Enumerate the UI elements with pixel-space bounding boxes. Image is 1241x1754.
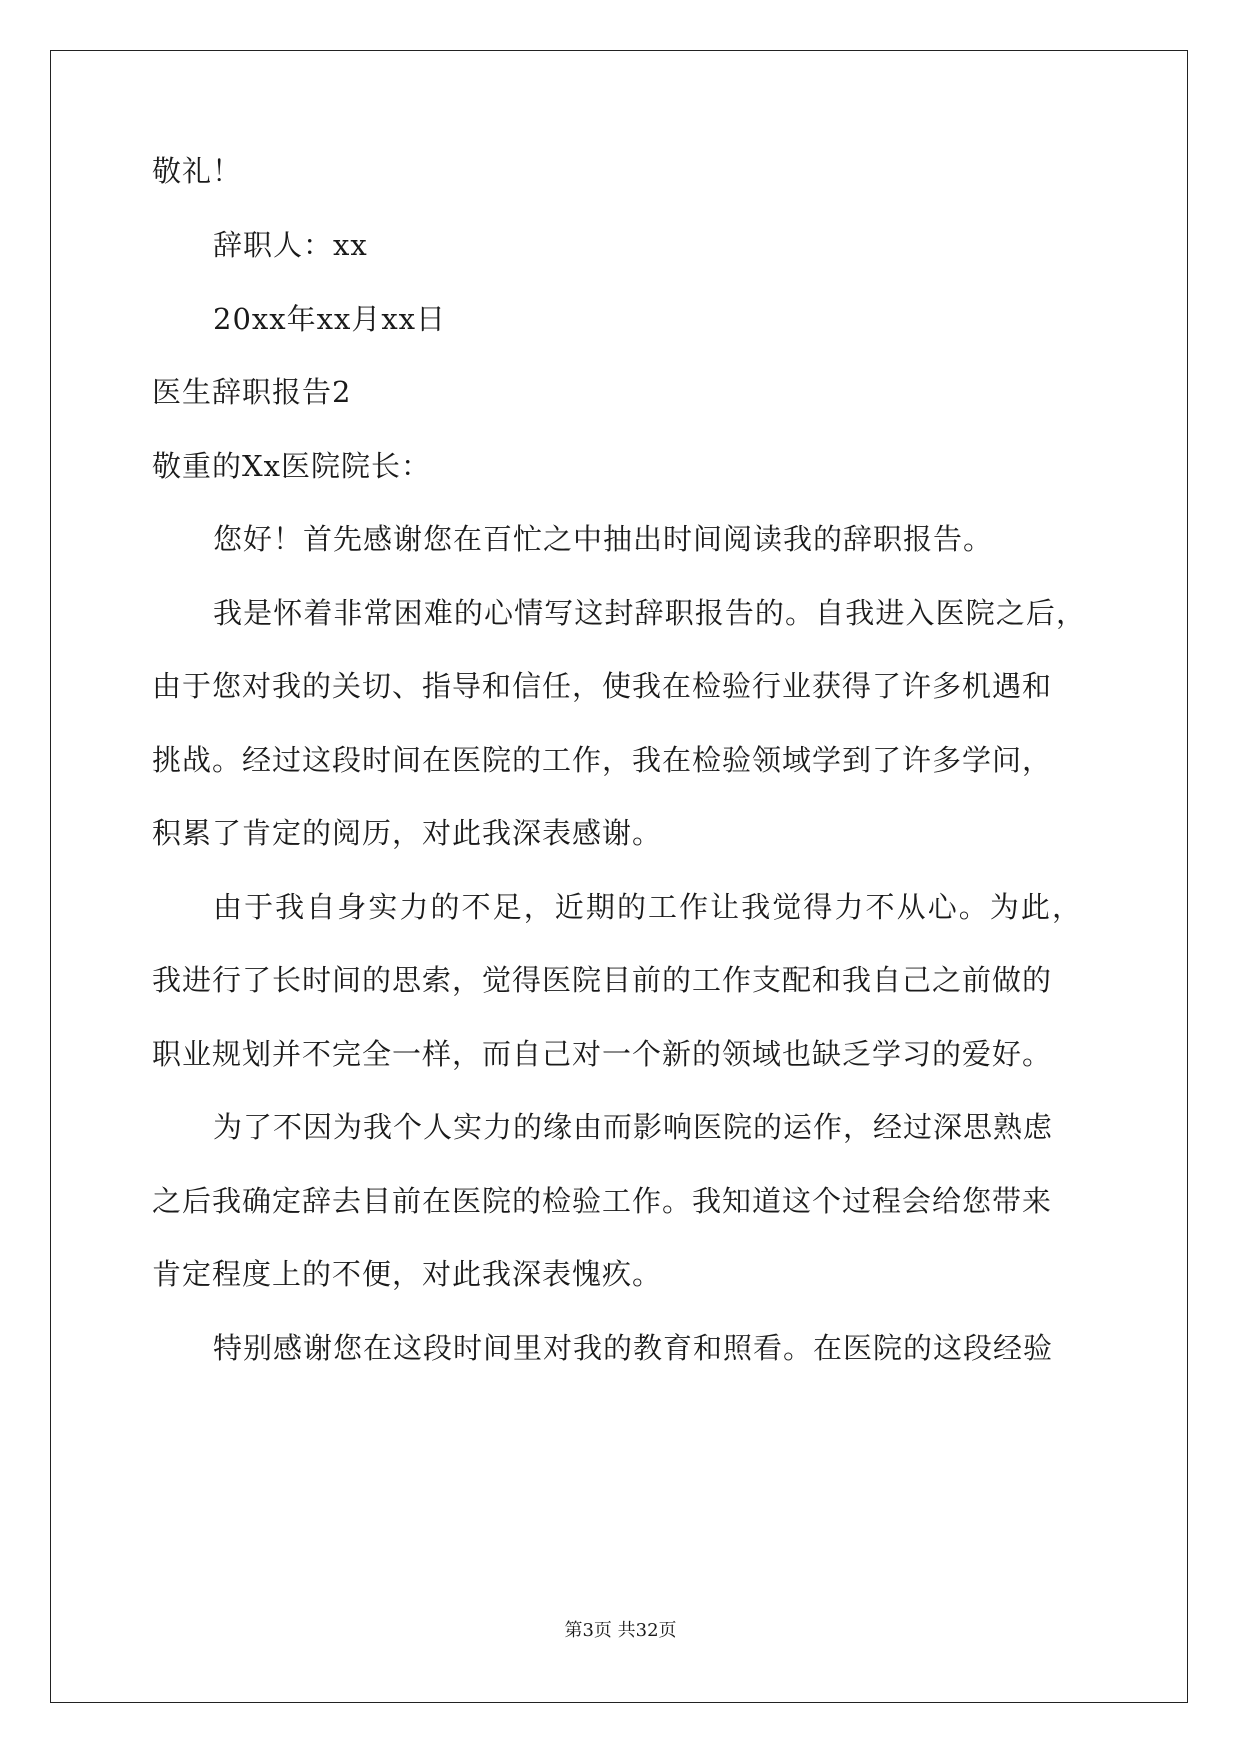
paragraph-line: 由于您对我的关切、指导和信任，使我在检验行业获得了许多机遇和 xyxy=(152,669,1053,703)
paragraph-line: 挑战。经过这段时间在医院的工作，我在检验领域学到了许多学问， xyxy=(152,743,1053,777)
paragraph-line: 我是怀着非常困难的心情写这封辞职报告的。自我进入医院之后， xyxy=(213,596,1086,630)
salutation: 敬重的Xx医院院长： xyxy=(152,449,432,483)
paragraph-line: 为了不因为我个人实力的缘由而影响医院的运作，经过深思熟虑 xyxy=(213,1110,1054,1144)
page-number-footer: 第3页 共32页 xyxy=(564,1620,677,1641)
paragraph-line: 由于我自身实力的不足，近期的工作让我觉得力不从心。为此， xyxy=(213,890,1082,924)
paragraph-line: 我进行了长时间的思索，觉得医院目前的工作支配和我自己之前做的 xyxy=(152,963,1053,997)
paragraph-line: 积累了肯定的阅历，对此我深表感谢。 xyxy=(152,816,663,850)
page-border xyxy=(50,50,1188,1703)
section-heading: 医生辞职报告2 xyxy=(152,375,352,409)
signature-date: 20xx年xx月xx日 xyxy=(213,302,447,336)
closing-salute: 敬礼！ xyxy=(152,154,243,188)
paragraph-line: 之后我确定辞去目前在医院的检验工作。我知道这个过程会给您带来 xyxy=(152,1184,1053,1218)
paragraph-line: 肯定程度上的不便，对此我深表愧疚。 xyxy=(152,1257,663,1291)
paragraph-line: 职业规划并不完全一样，而自己对一个新的领域也缺乏学习的爱好。 xyxy=(152,1037,1053,1071)
paragraph-line: 您好！首先感谢您在百忙之中抽出时间阅读我的辞职报告。 xyxy=(213,522,994,556)
signature-name: 辞职人：xx xyxy=(213,228,368,262)
paragraph-line: 特别感谢您在这段时间里对我的教育和照看。在医院的这段经验 xyxy=(213,1331,1054,1365)
